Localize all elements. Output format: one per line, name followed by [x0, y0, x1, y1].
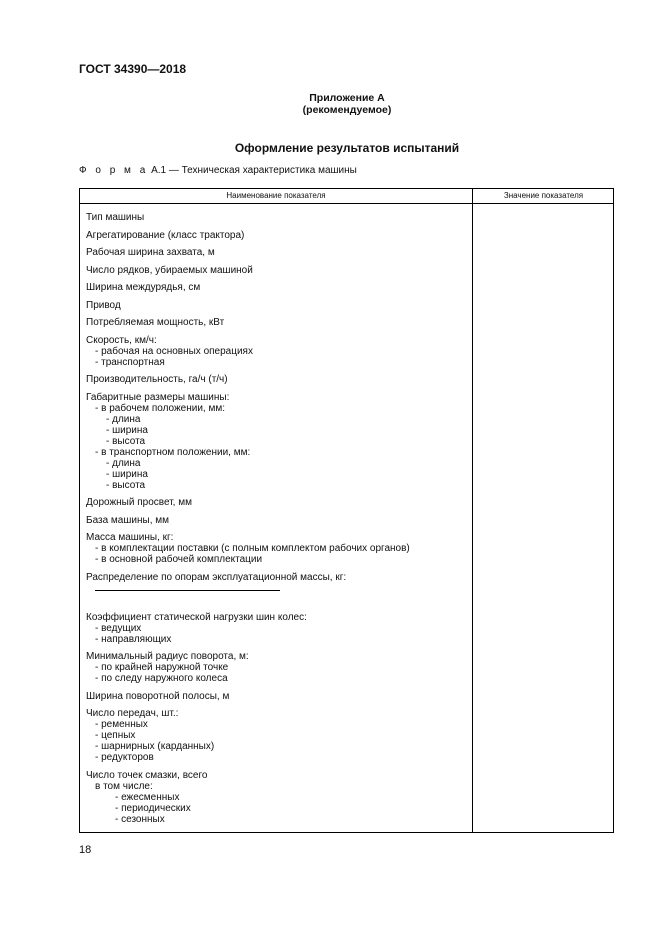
row-mass-distribution: Распределение по опорам эксплуатационной массы, кг:: [86, 571, 347, 583]
row-power: Потребляемая мощность, кВт: [86, 317, 225, 328]
row-turn-radius: Минимальный радиус поворота, м:: [86, 651, 249, 662]
row-dims-working-length: - длина: [106, 413, 141, 425]
row-lube-periodic: - периодических: [115, 802, 191, 814]
row-gears: Число передач, шт.:: [86, 708, 179, 719]
row-turn-radius-outer-wheel: - по следу наружного колеса: [95, 673, 228, 684]
row-dims-transport-height: - высота: [106, 479, 146, 491]
row-tire-load: Коэффициент статической нагрузки шин колес:: [86, 611, 307, 623]
row-lube-shift: - ежесменных: [115, 791, 180, 803]
row-drive: Привод: [86, 299, 121, 311]
row-tire-load-steering: - направляющих: [95, 633, 172, 645]
row-lube-seasonal: - сезонных: [115, 813, 165, 825]
row-turn-radius-outer-point: - по крайней наружной точке: [95, 662, 229, 673]
page-number: 18: [79, 844, 92, 856]
row-dims-transport-width: - ширина: [106, 468, 148, 480]
row-tire-load-driving: - ведущих: [95, 622, 142, 634]
form-number-title: А.1 — Техническая характеристика машины: [151, 165, 357, 176]
row-dims-working-width: - ширина: [106, 424, 148, 436]
appendix-title: Приложение А: [309, 92, 385, 104]
row-number-of-rows: Число рядков, убираемых машиной: [86, 264, 253, 276]
row-mass: Масса машины, кг:: [86, 532, 174, 543]
row-aggregation: Агрегатирование (класс трактора): [86, 229, 245, 241]
row-dimensions: Габаритные размеры машины:: [86, 391, 230, 403]
row-ground-clearance: Дорожный просвет, мм: [86, 497, 192, 508]
header-divider: [80, 203, 613, 204]
row-turn-strip: Ширина поворотной полосы, м: [86, 690, 230, 702]
row-gears-belt: - ременных: [95, 719, 148, 730]
row-gears-chain: - цепных: [95, 730, 136, 741]
appendix-subtitle: (рекомендуемое): [302, 104, 392, 116]
characteristics-table: [79, 188, 614, 833]
row-mass-delivery: - в комплектации поставки (с полным комплектом рабочих органов): [95, 543, 410, 554]
row-gears-reducer: - редукторов: [95, 752, 154, 763]
row-dims-working: - в рабочем положении, мм:: [95, 402, 225, 414]
blank-space: [86, 591, 466, 612]
row-gears-cardan: - шарнирных (карданных): [95, 741, 215, 752]
row-speed-working: - рабочая на основных операциях: [95, 345, 253, 357]
row-working-width: Рабочая ширина захвата, м: [86, 247, 215, 258]
column-divider: [472, 189, 473, 832]
row-speed: Скорость, км/ч:: [86, 334, 157, 346]
form-caption: [79, 165, 357, 176]
row-dims-working-height: - высота: [106, 435, 146, 447]
row-dims-transport: - в транспортном положении, мм:: [95, 446, 251, 458]
page-title: Оформление результатов испытаний: [234, 141, 460, 155]
column-header-name: Наименование показателя: [226, 191, 326, 200]
row-mass-working: - в основной рабочей комплектации: [95, 554, 263, 565]
row-wheelbase: База машины, мм: [86, 514, 169, 526]
standard-code: ГОСТ 34390—2018: [79, 62, 187, 76]
row-productivity: Производительность, га/ч (т/ч): [86, 374, 228, 385]
row-dims-transport-length: - длина: [106, 457, 141, 469]
indicator-list: [86, 212, 466, 825]
row-speed-transport: - транспортная: [95, 356, 165, 368]
row-machine-type: Тип машины: [86, 212, 145, 223]
row-row-spacing: Ширина междурядья, см: [86, 282, 201, 293]
row-lube-including: в том числе:: [95, 780, 153, 792]
row-lube-points: Число точек смазки, всего: [86, 769, 208, 781]
form-label: Ф о р м а: [79, 165, 149, 176]
column-header-value: Значение показателя: [503, 191, 584, 200]
